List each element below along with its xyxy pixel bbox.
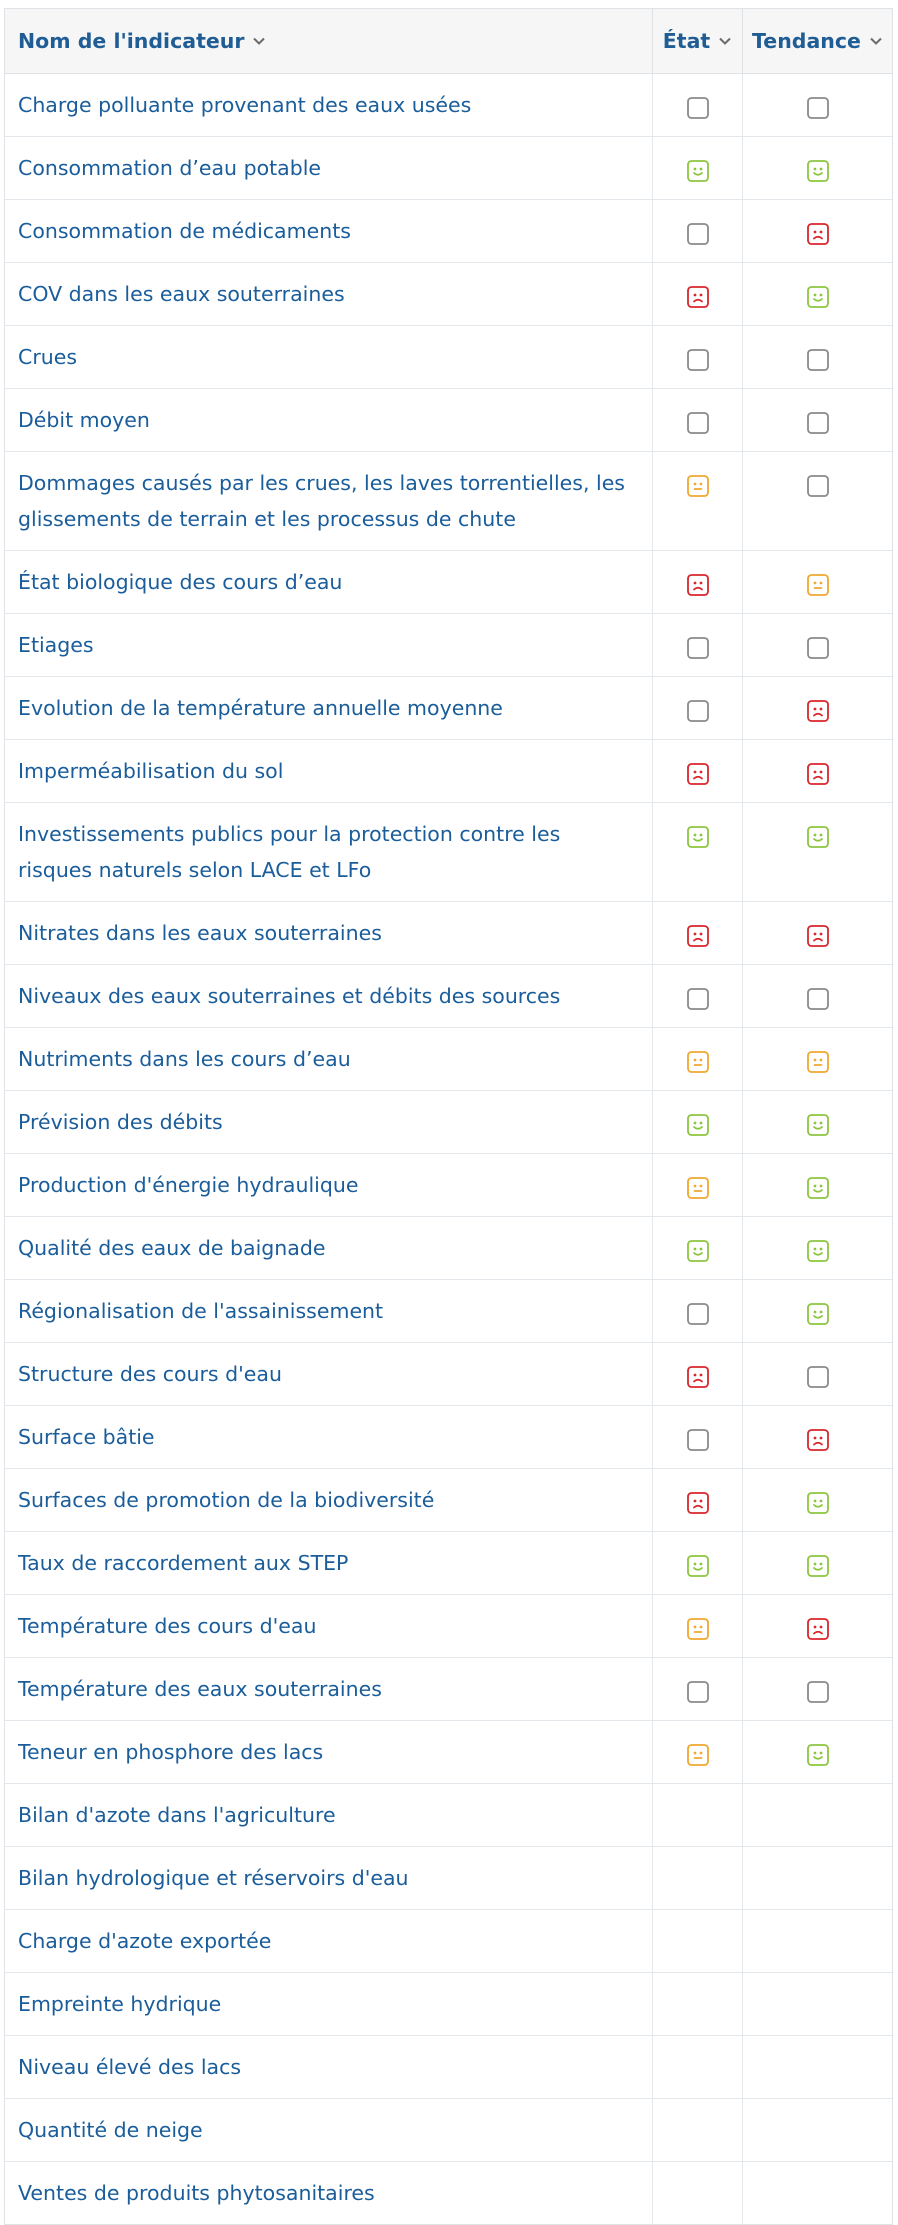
tendance-cell — [743, 1595, 892, 1657]
empty-box-icon — [806, 474, 830, 498]
tendance-cell — [743, 1973, 892, 2035]
tendance-cell — [743, 740, 892, 802]
smiley-sad-icon — [806, 1428, 830, 1452]
smiley-happy-icon — [686, 159, 710, 183]
smiley-sad-icon — [686, 285, 710, 309]
indicator-name-link[interactable]: État biologique des cours d’eau — [5, 551, 653, 613]
indicator-name-link[interactable]: Bilan hydrologique et réservoirs d'eau — [5, 1847, 653, 1909]
smiley-happy-icon — [806, 1743, 830, 1767]
empty-box-icon — [686, 348, 710, 372]
tendance-cell — [743, 803, 892, 901]
table-row — [5, 1028, 892, 1091]
empty-box-icon — [806, 411, 830, 435]
empty-box-icon — [686, 987, 710, 1011]
tendance-cell — [743, 1910, 892, 1972]
smiley-happy-icon — [806, 159, 830, 183]
etat-cell — [653, 1973, 743, 2035]
etat-cell — [653, 551, 743, 613]
smiley-happy-icon — [806, 1302, 830, 1326]
tendance-cell — [743, 1406, 892, 1468]
table-header — [5, 9, 892, 74]
indicator-name-link[interactable]: Niveaux des eaux souterraines et débits des sources — [5, 965, 653, 1027]
smiley-happy-icon — [806, 1176, 830, 1200]
etat-cell — [653, 803, 743, 901]
tendance-cell — [743, 326, 892, 388]
tendance-cell — [743, 200, 892, 262]
tendance-cell — [743, 1028, 892, 1090]
table-row — [5, 1154, 892, 1217]
tendance-cell — [743, 1091, 892, 1153]
etat-cell — [653, 1280, 743, 1342]
tendance-cell — [743, 1154, 892, 1216]
table-row — [5, 2036, 892, 2099]
etat-cell — [653, 2099, 743, 2161]
table-row — [5, 1343, 892, 1406]
smiley-sad-icon — [686, 573, 710, 597]
table-row — [5, 1217, 892, 1280]
table-row — [5, 452, 892, 551]
indicator-name-link[interactable]: Crues — [5, 326, 653, 388]
etat-cell — [653, 2036, 743, 2098]
table-row — [5, 326, 892, 389]
chevron-down-icon — [252, 34, 266, 48]
indicator-name-link[interactable]: Consommation d’eau potable — [5, 137, 653, 199]
tendance-cell — [743, 137, 892, 199]
table-row — [5, 389, 892, 452]
tendance-cell — [743, 1217, 892, 1279]
indicator-name-link[interactable]: Régionalisation de l'assainissement — [5, 1280, 653, 1342]
tendance-cell — [743, 1784, 892, 1846]
header-cell-tendance — [743, 9, 892, 73]
etat-cell — [653, 965, 743, 1027]
indicator-name-link[interactable]: Qualité des eaux de baignade — [5, 1217, 653, 1279]
empty-box-icon — [806, 96, 830, 120]
smiley-happy-icon — [806, 1554, 830, 1578]
tendance-cell — [743, 1721, 892, 1783]
smiley-happy-icon — [806, 1491, 830, 1515]
smiley-happy-icon — [686, 1113, 710, 1137]
empty-box-icon — [806, 348, 830, 372]
empty-box-icon — [806, 1680, 830, 1704]
empty-box-icon — [686, 96, 710, 120]
etat-cell — [653, 1091, 743, 1153]
smiley-sad-icon — [686, 924, 710, 948]
indicator-name-link[interactable]: Empreinte hydrique — [5, 1973, 653, 2035]
indicator-name-link[interactable]: Investissements publics pour la protection contre les risques naturels selon LACE et LFo — [5, 803, 653, 901]
indicator-name-link[interactable]: Imperméabilisation du sol — [5, 740, 653, 802]
header-name-label: Nom de l'indicateur — [18, 29, 245, 53]
smiley-happy-icon — [686, 1239, 710, 1263]
table-row — [5, 740, 892, 803]
indicator-name-link[interactable]: Surfaces de promotion de la biodiversité — [5, 1469, 653, 1531]
table-row — [5, 803, 892, 902]
indicator-name-link[interactable]: Consommation de médicaments — [5, 200, 653, 262]
etat-cell — [653, 200, 743, 262]
etat-cell — [653, 1721, 743, 1783]
table-row — [5, 1406, 892, 1469]
empty-box-icon — [686, 699, 710, 723]
smiley-neutral-icon — [686, 474, 710, 498]
indicator-name-link[interactable]: Production d'énergie hydraulique — [5, 1154, 653, 1216]
tendance-cell — [743, 263, 892, 325]
indicator-name-link[interactable]: Evolution de la température annuelle moyenne — [5, 677, 653, 739]
smiley-happy-icon — [686, 825, 710, 849]
table-row — [5, 1469, 892, 1532]
etat-cell — [653, 614, 743, 676]
etat-cell — [653, 1217, 743, 1279]
indicator-name-link[interactable]: Température des cours d'eau — [5, 1595, 653, 1657]
sort-by-etat-button[interactable] — [663, 29, 732, 53]
etat-cell — [653, 1532, 743, 1594]
etat-cell — [653, 452, 743, 550]
smiley-happy-icon — [806, 825, 830, 849]
etat-cell — [653, 1910, 743, 1972]
smiley-sad-icon — [806, 1617, 830, 1641]
tendance-cell — [743, 1280, 892, 1342]
table-row — [5, 1091, 892, 1154]
header-cell-name — [5, 9, 653, 73]
table-row — [5, 902, 892, 965]
etat-cell — [653, 1028, 743, 1090]
indicator-table — [4, 8, 893, 2225]
indicator-name-link[interactable]: Quantité de neige — [5, 2099, 653, 2161]
smiley-sad-icon — [806, 222, 830, 246]
empty-box-icon — [686, 411, 710, 435]
smiley-sad-icon — [806, 699, 830, 723]
indicator-name-link[interactable]: Nitrates dans les eaux souterraines — [5, 902, 653, 964]
tendance-cell — [743, 965, 892, 1027]
header-tendance-label: Tendance — [752, 29, 861, 53]
header-etat-label: État — [662, 29, 711, 53]
empty-box-icon — [806, 1365, 830, 1389]
tendance-cell — [743, 1469, 892, 1531]
tendance-cell — [743, 1658, 892, 1720]
etat-cell — [653, 137, 743, 199]
table-row — [5, 2099, 892, 2162]
table-row — [5, 1973, 892, 2036]
table-row — [5, 1847, 892, 1910]
etat-cell — [653, 677, 743, 739]
etat-cell — [653, 1847, 743, 1909]
tendance-cell — [743, 74, 892, 136]
etat-cell — [653, 1595, 743, 1657]
table-row — [5, 1658, 892, 1721]
etat-cell — [653, 740, 743, 802]
indicator-name-link[interactable]: Teneur en phosphore des lacs — [5, 1721, 653, 1783]
etat-cell — [653, 1406, 743, 1468]
table-row — [5, 1280, 892, 1343]
smiley-sad-icon — [686, 762, 710, 786]
smiley-neutral-icon — [806, 1050, 830, 1074]
table-row — [5, 1910, 892, 1973]
table-body — [5, 74, 892, 2224]
indicator-name-link[interactable]: Niveau élevé des lacs — [5, 2036, 653, 2098]
chevron-down-icon — [869, 34, 883, 48]
tendance-cell — [743, 389, 892, 451]
indicator-name-link[interactable]: Nutriments dans les cours d’eau — [5, 1028, 653, 1090]
indicator-name-link[interactable]: Dommages causés par les crues, les laves torrentielles, les glissements de terrain et les processus de chute — [5, 452, 653, 550]
table-row — [5, 2162, 892, 2224]
indicator-name-link[interactable]: COV dans les eaux souterraines — [5, 263, 653, 325]
table-row — [5, 137, 892, 200]
etat-cell — [653, 1784, 743, 1846]
table-row — [5, 1595, 892, 1658]
tendance-cell — [743, 614, 892, 676]
etat-cell — [653, 326, 743, 388]
empty-box-icon — [806, 636, 830, 660]
empty-box-icon — [686, 1302, 710, 1326]
indicator-name-link[interactable]: Ventes de produits phytosanitaires — [5, 2162, 653, 2224]
smiley-happy-icon — [806, 285, 830, 309]
tendance-cell — [743, 1532, 892, 1594]
etat-cell — [653, 1658, 743, 1720]
smiley-neutral-icon — [686, 1617, 710, 1641]
etat-cell — [653, 902, 743, 964]
table-row — [5, 1721, 892, 1784]
smiley-sad-icon — [806, 924, 830, 948]
indicator-name-link[interactable]: Charge d'azote exportée — [5, 1910, 653, 1972]
tendance-cell — [743, 677, 892, 739]
table-row — [5, 551, 892, 614]
empty-box-icon — [686, 222, 710, 246]
smiley-happy-icon — [806, 1239, 830, 1263]
empty-box-icon — [686, 1680, 710, 1704]
header-cell-etat — [653, 9, 743, 73]
smiley-neutral-icon — [686, 1743, 710, 1767]
smiley-sad-icon — [806, 762, 830, 786]
smiley-happy-icon — [686, 1554, 710, 1578]
smiley-neutral-icon — [686, 1050, 710, 1074]
table-row — [5, 74, 892, 137]
empty-box-icon — [806, 987, 830, 1011]
tendance-cell — [743, 2162, 892, 2224]
etat-cell — [653, 1343, 743, 1405]
indicator-name-link[interactable]: Débit moyen — [5, 389, 653, 451]
indicator-name-link[interactable]: Bilan d'azote dans l'agriculture — [5, 1784, 653, 1846]
etat-cell — [653, 1154, 743, 1216]
table-row — [5, 614, 892, 677]
etat-cell — [653, 1469, 743, 1531]
table-row — [5, 200, 892, 263]
table-row — [5, 263, 892, 326]
sort-by-name-button[interactable] — [18, 23, 266, 59]
etat-cell — [653, 2162, 743, 2224]
indicator-name-link[interactable]: Prévision des débits — [5, 1091, 653, 1153]
tendance-cell — [743, 1343, 892, 1405]
tendance-cell — [743, 2099, 892, 2161]
smiley-happy-icon — [806, 1113, 830, 1137]
chevron-down-icon — [718, 34, 732, 48]
etat-cell — [653, 263, 743, 325]
tendance-cell — [743, 452, 892, 550]
indicator-name-link[interactable]: Taux de raccordement aux STEP — [5, 1532, 653, 1594]
smiley-neutral-icon — [686, 1176, 710, 1200]
indicator-name-link[interactable]: Structure des cours d'eau — [5, 1343, 653, 1405]
tendance-cell — [743, 902, 892, 964]
empty-box-icon — [686, 1428, 710, 1452]
tendance-cell — [743, 2036, 892, 2098]
smiley-sad-icon — [686, 1365, 710, 1389]
table-row — [5, 1532, 892, 1595]
table-row — [5, 1784, 892, 1847]
indicator-name-link[interactable]: Etiages — [5, 614, 653, 676]
tendance-cell — [743, 551, 892, 613]
smiley-neutral-icon — [806, 573, 830, 597]
etat-cell — [653, 74, 743, 136]
table-row — [5, 677, 892, 740]
indicator-name-link[interactable]: Surface bâtie — [5, 1406, 653, 1468]
tendance-cell — [743, 1847, 892, 1909]
etat-cell — [653, 389, 743, 451]
indicator-name-link[interactable]: Charge polluante provenant des eaux usées — [5, 74, 653, 136]
smiley-sad-icon — [686, 1491, 710, 1515]
sort-by-tendance-button[interactable] — [752, 29, 883, 53]
indicator-name-link[interactable]: Température des eaux souterraines — [5, 1658, 653, 1720]
table-row — [5, 965, 892, 1028]
empty-box-icon — [686, 636, 710, 660]
